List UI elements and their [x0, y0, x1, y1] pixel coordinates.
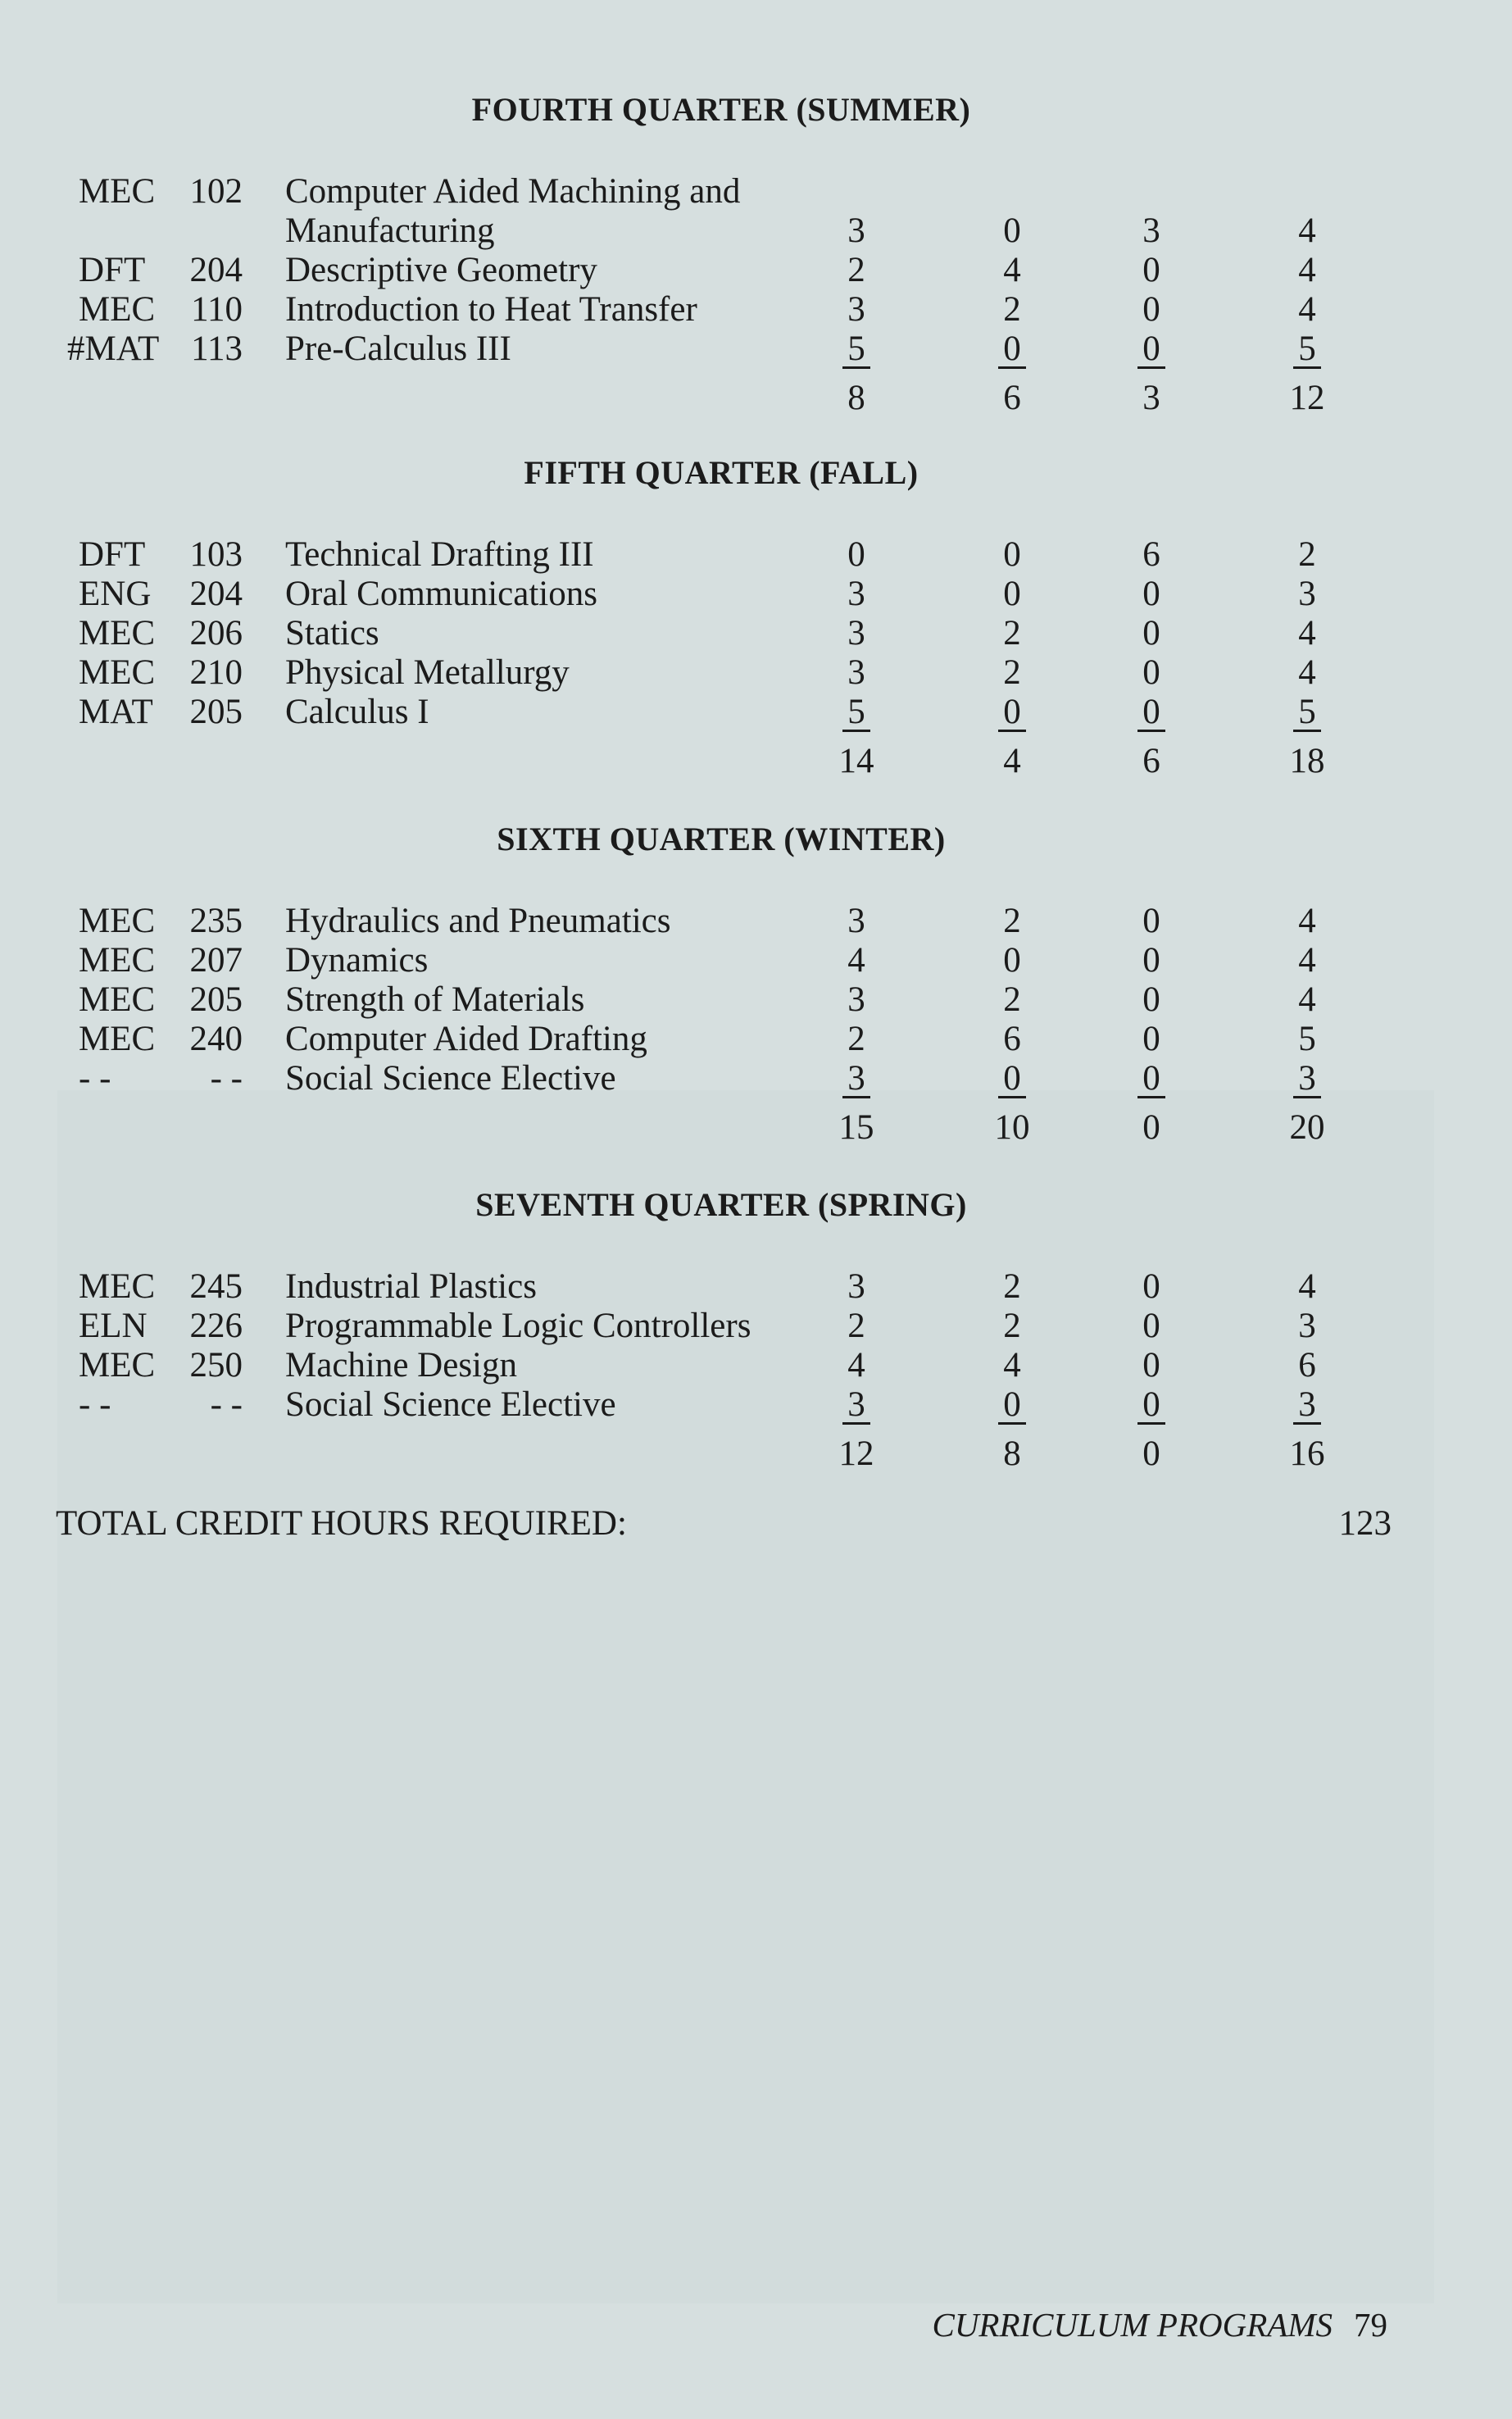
col2-value: 6 — [1003, 1020, 1021, 1058]
course-dept: MEC — [79, 1267, 156, 1306]
col1-value: 2 — [847, 1307, 865, 1345]
course-dept: MEC — [79, 980, 156, 1019]
col4-value: 4 — [1298, 980, 1316, 1019]
course-dept: MEC — [79, 172, 156, 211]
col3-value: 3 — [1142, 211, 1160, 250]
col4-value: 3 — [1270, 1385, 1344, 1425]
col4-value: 4 — [1298, 653, 1316, 692]
course-number: 240 — [189, 1020, 243, 1058]
col3-value: 0 — [1142, 1307, 1160, 1345]
col2-value: 0 — [975, 1385, 1049, 1425]
col3-total: 0 — [1142, 1435, 1160, 1473]
course-row — [0, 980, 1512, 1020]
col1-value: 3 — [847, 653, 865, 692]
col2-value: 2 — [1003, 653, 1021, 692]
col3-value: 0 — [1142, 941, 1160, 980]
course-number: 235 — [189, 902, 243, 940]
course-row — [0, 1346, 1512, 1385]
col3-value: 0 — [1142, 1020, 1160, 1058]
course-row — [0, 902, 1512, 941]
course-dept: DFT — [79, 251, 146, 289]
course-dept: ENG — [79, 575, 152, 613]
course-number: - - — [210, 1059, 243, 1098]
course-dept: MEC — [79, 653, 156, 692]
col2-value: 2 — [1003, 980, 1021, 1019]
col3-total: 0 — [1142, 1108, 1160, 1147]
col4-value: 3 — [1298, 575, 1316, 613]
col3-value: 0 — [1115, 1059, 1188, 1098]
course-dept: MEC — [79, 1346, 156, 1385]
col3-value: 0 — [1115, 1385, 1188, 1425]
col2-value: 2 — [1003, 902, 1021, 940]
course-number: 204 — [189, 251, 243, 289]
course-row — [0, 693, 1512, 732]
col1-value: 4 — [847, 941, 865, 980]
col1-value: 3 — [820, 1059, 893, 1098]
col1-total: 8 — [847, 379, 865, 417]
course-row — [0, 251, 1512, 290]
course-number: 205 — [189, 980, 243, 1019]
course-title: Calculus I — [285, 693, 429, 731]
col2-value: 0 — [975, 693, 1049, 732]
col2-value: 0 — [1003, 575, 1021, 613]
course-dept: MEC — [79, 290, 156, 329]
course-row — [0, 653, 1512, 693]
col1-value: 3 — [847, 211, 865, 250]
course-number: 207 — [189, 941, 243, 980]
course-row — [0, 1385, 1512, 1425]
col4-value: 6 — [1298, 1346, 1316, 1385]
course-title: Strength of Materials — [285, 980, 585, 1019]
col2-total: 8 — [1003, 1435, 1021, 1473]
col3-value: 0 — [1115, 693, 1188, 732]
col4-value: 5 — [1270, 330, 1344, 369]
col2-value: 2 — [1003, 1307, 1021, 1345]
col2-value: 2 — [1003, 614, 1021, 652]
course-row — [0, 614, 1512, 653]
course-title: Machine Design — [285, 1346, 518, 1385]
course-dept: MEC — [79, 1020, 156, 1058]
col2-total: 4 — [1003, 742, 1021, 780]
course-title: Dynamics — [285, 941, 429, 980]
col4-value: 2 — [1298, 535, 1316, 574]
col1-value: 4 — [847, 1346, 865, 1385]
col4-total: 18 — [1289, 742, 1325, 780]
total-credit-value: 123 — [1338, 1504, 1392, 1543]
quarter-heading: FIFTH QUARTER (FALL) — [524, 454, 919, 491]
col4-value: 3 — [1270, 1059, 1344, 1098]
course-number: 206 — [189, 614, 243, 652]
col2-value: 4 — [1003, 251, 1021, 289]
col1-value: 2 — [847, 1020, 865, 1058]
quarter-heading: FOURTH QUARTER (SUMMER) — [471, 91, 971, 128]
course-title: Pre-Calculus III — [285, 330, 511, 368]
quarter-totals-row — [0, 379, 1512, 418]
footer-section-title: CURRICULUM PROGRAMS — [932, 2306, 1333, 2344]
col3-value: 0 — [1142, 290, 1160, 329]
course-row — [0, 1059, 1512, 1098]
course-title: Programmable Logic Controllers — [285, 1307, 751, 1345]
col4-value: 4 — [1298, 902, 1316, 940]
quarter-totals-row — [0, 1108, 1512, 1148]
col4-total: 12 — [1289, 379, 1325, 417]
course-number: 204 — [189, 575, 243, 613]
col4-value: 3 — [1298, 1307, 1316, 1345]
col1-value: 2 — [847, 251, 865, 289]
course-row — [0, 211, 1512, 251]
col2-value: 4 — [1003, 1346, 1021, 1385]
col2-total: 6 — [1003, 379, 1021, 417]
col2-value: 0 — [975, 330, 1049, 369]
course-dept: MEC — [79, 941, 156, 980]
col1-value: 3 — [847, 1267, 865, 1306]
course-row — [0, 1307, 1512, 1346]
course-title: Social Science Elective — [285, 1385, 616, 1424]
course-number: 210 — [189, 653, 243, 692]
course-title: Introduction to Heat Transfer — [285, 290, 697, 329]
col3-value: 0 — [1142, 902, 1160, 940]
col3-total: 6 — [1142, 742, 1160, 780]
course-dept: #MAT — [67, 330, 160, 368]
col4-value: 4 — [1298, 1267, 1316, 1306]
col3-value: 0 — [1142, 614, 1160, 652]
col1-value: 5 — [820, 693, 893, 732]
col2-total: 10 — [994, 1108, 1030, 1147]
col1-value: 3 — [847, 902, 865, 940]
col1-total: 14 — [838, 742, 874, 780]
course-title: Computer Aided Drafting — [285, 1020, 647, 1058]
course-row — [0, 941, 1512, 980]
course-dept: MEC — [79, 902, 156, 940]
col2-value: 0 — [975, 1059, 1049, 1098]
total-credit-hours — [56, 1502, 1392, 1546]
course-number: 245 — [189, 1267, 243, 1306]
course-title: Statics — [285, 614, 379, 652]
col3-value: 0 — [1142, 1346, 1160, 1385]
course-row — [0, 330, 1512, 369]
course-row — [0, 1267, 1512, 1307]
col4-total: 20 — [1289, 1108, 1325, 1147]
course-number: - - — [210, 1385, 243, 1424]
col1-value: 5 — [820, 330, 893, 369]
course-row — [0, 172, 1512, 211]
course-row — [0, 575, 1512, 614]
col3-value: 0 — [1142, 575, 1160, 613]
col2-value: 0 — [1003, 211, 1021, 250]
col2-value: 0 — [1003, 941, 1021, 980]
course-dept: MEC — [79, 614, 156, 652]
col4-value: 4 — [1298, 614, 1316, 652]
course-number: 113 — [191, 330, 243, 368]
col4-value: 4 — [1298, 251, 1316, 289]
course-title: Computer Aided Machining and — [285, 172, 741, 211]
course-dept: - - — [79, 1385, 111, 1424]
quarter-totals-row — [0, 742, 1512, 781]
col2-value: 2 — [1003, 290, 1021, 329]
course-title: Industrial Plastics — [285, 1267, 537, 1306]
course-title: Social Science Elective — [285, 1059, 616, 1098]
course-number: 102 — [189, 172, 243, 211]
course-number: 103 — [189, 535, 243, 574]
col4-value: 4 — [1298, 941, 1316, 980]
course-title: Physical Metallurgy — [285, 653, 570, 692]
course-number: 110 — [191, 290, 243, 329]
col3-value: 0 — [1142, 251, 1160, 289]
col4-value: 5 — [1298, 1020, 1316, 1058]
col1-value: 3 — [847, 980, 865, 1019]
course-title: Manufacturing — [285, 211, 495, 250]
course-title: Oral Communications — [285, 575, 597, 613]
page-number: 79 — [1354, 2306, 1387, 2344]
col3-value: 0 — [1142, 1267, 1160, 1306]
col1-value: 3 — [847, 290, 865, 329]
quarter-heading: SIXTH QUARTER (WINTER) — [497, 821, 946, 857]
course-number: 205 — [189, 693, 243, 731]
col2-value: 0 — [1003, 535, 1021, 574]
col4-total: 16 — [1289, 1435, 1325, 1473]
col2-value: 2 — [1003, 1267, 1021, 1306]
course-title: Hydraulics and Pneumatics — [285, 902, 671, 940]
col3-value: 0 — [1142, 980, 1160, 1019]
col4-value: 5 — [1270, 693, 1344, 732]
course-row — [0, 535, 1512, 575]
col1-total: 12 — [838, 1435, 874, 1473]
course-number: 226 — [189, 1307, 243, 1345]
col3-value: 6 — [1142, 535, 1160, 574]
course-dept: DFT — [79, 535, 146, 574]
col3-value: 0 — [1142, 653, 1160, 692]
course-dept: - - — [79, 1059, 111, 1098]
course-row — [0, 1020, 1512, 1059]
page-footer — [932, 2305, 1387, 2344]
col3-value: 0 — [1115, 330, 1188, 369]
col1-value: 3 — [820, 1385, 893, 1425]
col3-total: 3 — [1142, 379, 1160, 417]
course-dept: MAT — [79, 693, 153, 731]
quarter-totals-row — [0, 1435, 1512, 1474]
course-row — [0, 290, 1512, 330]
course-number: 250 — [189, 1346, 243, 1385]
col1-value: 0 — [847, 535, 865, 574]
course-dept: ELN — [79, 1307, 148, 1345]
course-title: Technical Drafting III — [285, 535, 594, 574]
col4-value: 4 — [1298, 290, 1316, 329]
col1-value: 3 — [847, 614, 865, 652]
col4-value: 4 — [1298, 211, 1316, 250]
total-credit-label: TOTAL CREDIT HOURS REQUIRED: — [56, 1504, 627, 1543]
course-title: Descriptive Geometry — [285, 251, 597, 289]
col1-value: 3 — [847, 575, 865, 613]
col1-total: 15 — [838, 1108, 874, 1147]
quarter-heading: SEVENTH QUARTER (SPRING) — [475, 1186, 967, 1223]
